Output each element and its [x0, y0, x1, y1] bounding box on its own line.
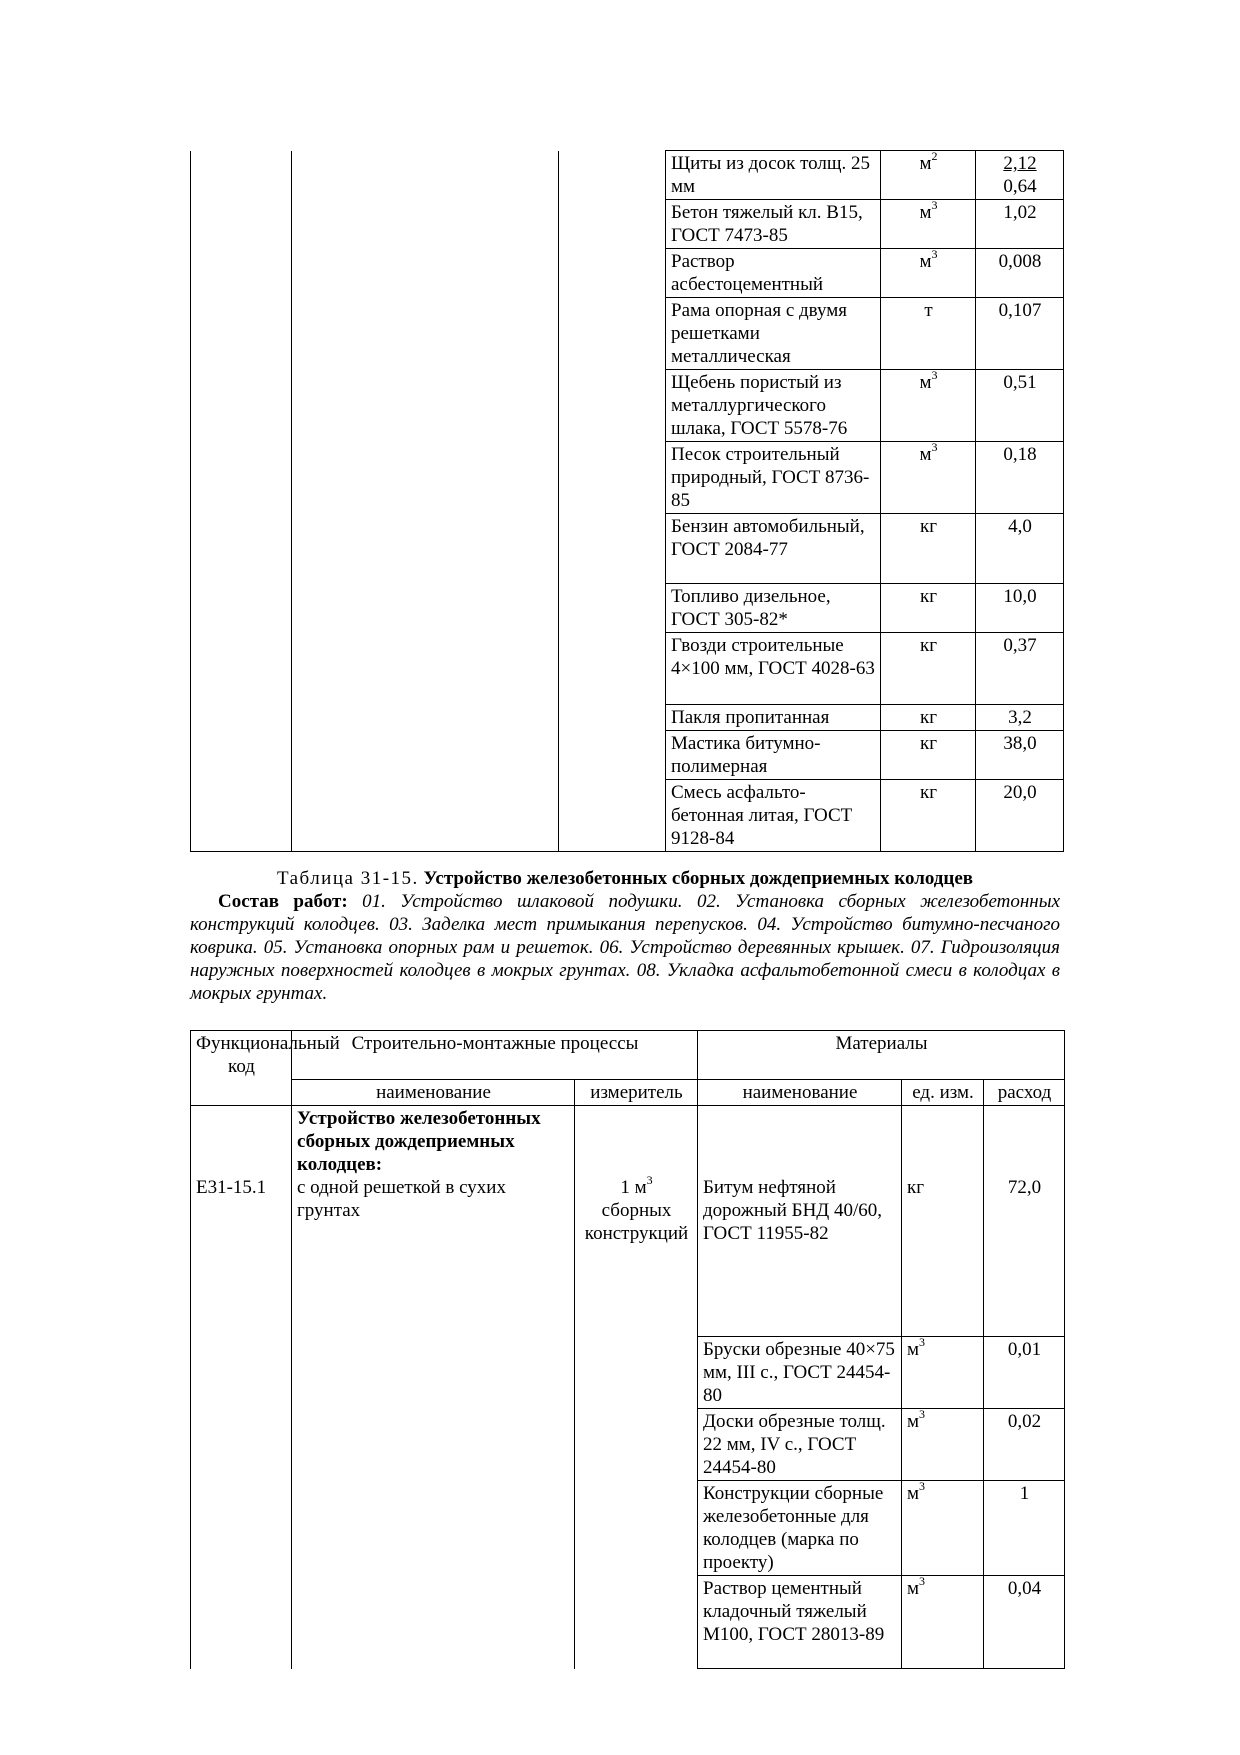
empty-cell — [292, 705, 559, 731]
empty-cell — [191, 1481, 292, 1576]
header-process-name: наименование — [292, 1080, 575, 1106]
empty-cell — [559, 633, 666, 705]
material-unit — [881, 246, 976, 298]
header-code: Функциональный код — [191, 1031, 292, 1106]
empty-cell — [292, 584, 559, 633]
empty-cell — [559, 298, 666, 370]
material-row — [191, 1576, 1065, 1669]
empty-cell — [559, 442, 666, 514]
header-materials: Материалы — [698, 1031, 1065, 1080]
unit-base: м — [907, 1339, 920, 1360]
material-unit — [881, 633, 976, 705]
meter-unit: сборных конструкций — [584, 1200, 689, 1244]
empty-cell — [191, 370, 292, 442]
material-qty: 0,04 — [984, 1576, 1065, 1669]
empty-cell — [191, 151, 292, 200]
empty-cell — [191, 633, 292, 705]
empty-cell — [559, 780, 666, 852]
unit-exponent: 3 — [919, 1573, 926, 1588]
header-row-2 — [191, 1080, 1065, 1106]
header-row-1 — [191, 1031, 1065, 1080]
continuation-table — [190, 150, 1064, 852]
material-row — [191, 442, 1064, 514]
empty-cell — [292, 200, 559, 249]
empty-cell — [559, 514, 666, 584]
material-name: Бензин автомобильный, ГОСТ 2084-77 — [666, 514, 881, 584]
unit-base: м — [919, 372, 932, 393]
material-row — [191, 1481, 1065, 1576]
empty-cell — [191, 298, 292, 370]
material-unit — [881, 514, 976, 584]
work-composition-label: Состав работ: — [218, 891, 348, 912]
unit-base: кг — [919, 707, 938, 728]
material-qty: 0,51 — [976, 370, 1064, 442]
empty-cell — [559, 151, 666, 200]
unit-exponent: 3 — [931, 246, 938, 261]
material-unit — [881, 367, 976, 442]
empty-cell — [292, 151, 559, 200]
material-qty: 0,008 — [976, 249, 1064, 298]
empty-cell — [559, 731, 666, 780]
unit-base: м — [907, 1411, 920, 1432]
empty-cell — [292, 1409, 575, 1481]
material-row — [191, 249, 1064, 298]
table-caption — [190, 867, 1060, 1005]
material-name: Пакля пропитанная — [666, 705, 881, 731]
material-unit — [881, 148, 976, 200]
empty-cell — [559, 249, 666, 298]
unit-base: м — [907, 1483, 920, 1504]
material-name: Песок строительный природный, ГОСТ 8736-85 — [666, 442, 881, 514]
material-row — [191, 584, 1064, 633]
material-unit — [902, 1573, 984, 1669]
empty-cell — [292, 514, 559, 584]
empty-cell — [191, 1576, 292, 1669]
material-unit — [902, 1478, 984, 1576]
empty-cell — [575, 1409, 698, 1481]
process-meter — [575, 1106, 698, 1337]
empty-cell — [191, 249, 292, 298]
unit-exponent: 2 — [931, 148, 938, 163]
unit-exponent: 3 — [931, 197, 938, 212]
empty-cell — [292, 780, 559, 852]
unit-base: кг — [907, 1177, 925, 1198]
material-row — [191, 705, 1064, 731]
empty-cell — [191, 1409, 292, 1481]
empty-cell — [191, 731, 292, 780]
unit-base: м — [919, 153, 932, 174]
empty-cell — [559, 200, 666, 249]
empty-cell — [292, 370, 559, 442]
unit-base: м — [919, 444, 932, 465]
material-qty: 3,2 — [976, 705, 1064, 731]
functional-code: Е31-15.1 — [191, 1106, 292, 1337]
header-process-meter: измеритель — [575, 1080, 698, 1106]
header-material-name: наименование — [698, 1080, 902, 1106]
material-qty: 1,02 — [976, 200, 1064, 249]
material-name: Гвозди строительные 4×100 мм, ГОСТ 4028-63 — [666, 633, 881, 705]
empty-cell — [191, 200, 292, 249]
material-qty: 4,0 — [976, 514, 1064, 584]
meter-base: 1 м — [620, 1177, 647, 1198]
material-name: Доски обрезные толщ. 22 мм, IV с., ГОСТ 24454-80 — [698, 1409, 902, 1481]
empty-cell — [191, 780, 292, 852]
material-qty: 1 — [984, 1481, 1065, 1576]
material-qty: 20,0 — [976, 780, 1064, 852]
empty-cell — [292, 731, 559, 780]
unit-base: кг — [919, 586, 938, 607]
material-qty: 0,107 — [976, 298, 1064, 370]
material-unit — [902, 1106, 984, 1337]
material-unit — [881, 298, 976, 370]
process-name — [292, 1106, 575, 1337]
material-qty: 0,01 — [984, 1337, 1065, 1409]
material-name: Смесь асфальто-бетонная литая, ГОСТ 9128-84 — [666, 780, 881, 852]
header-material-unit: ед. изм. — [902, 1080, 984, 1106]
material-name: Щиты из досок толщ. 25 мм — [666, 151, 881, 200]
empty-cell — [559, 370, 666, 442]
material-row — [191, 1337, 1065, 1409]
material-row — [191, 298, 1064, 370]
meter-exponent: 3 — [646, 1172, 653, 1187]
material-qty: 72,0 — [984, 1106, 1065, 1337]
material-unit — [881, 584, 976, 633]
unit-base: кг — [919, 635, 938, 656]
unit-exponent: 3 — [919, 1406, 926, 1421]
unit-exponent: 3 — [931, 367, 938, 382]
empty-cell — [191, 584, 292, 633]
unit-exponent: 3 — [919, 1478, 926, 1493]
unit-base: кг — [919, 733, 938, 754]
material-qty: 0,18 — [976, 442, 1064, 514]
empty-cell — [292, 298, 559, 370]
process-variant: с одной решеткой в сухих грунтах — [297, 1177, 506, 1221]
header-processes: Строительно-монтажные процессы — [292, 1031, 698, 1080]
material-name: Бетон тяжелый кл. В15, ГОСТ 7473-85 — [666, 200, 881, 249]
empty-cell — [292, 1337, 575, 1409]
empty-cell — [559, 705, 666, 731]
empty-cell — [292, 1576, 575, 1669]
unit-exponent: 3 — [919, 1334, 926, 1349]
empty-cell — [575, 1481, 698, 1576]
material-row — [191, 1409, 1065, 1481]
empty-cell — [292, 249, 559, 298]
material-row — [191, 780, 1064, 852]
meter-amount — [580, 1172, 693, 1199]
unit-base: т — [924, 300, 933, 321]
table-title — [190, 867, 1060, 890]
unit-base: м — [907, 1578, 920, 1599]
empty-cell — [191, 1337, 292, 1409]
qty-numerator: 2,12 — [1003, 153, 1037, 174]
material-row — [191, 151, 1064, 200]
material-row — [191, 1106, 1065, 1337]
material-name: Раствор цементный кладочный тяжелый М100, ГОСТ 28013-89 — [698, 1576, 902, 1669]
material-unit — [881, 439, 976, 514]
material-row — [191, 514, 1064, 584]
material-name: Мастика битумно-полимерная — [666, 731, 881, 780]
unit-base: кг — [919, 782, 938, 803]
empty-cell — [191, 514, 292, 584]
material-row — [191, 370, 1064, 442]
empty-cell — [559, 584, 666, 633]
material-name: Бруски обрезные 40×75 мм, III с., ГОСТ 24454-80 — [698, 1337, 902, 1409]
material-qty: 0,02 — [984, 1409, 1065, 1481]
process-group-title: Устройство железобетонных сборных дождеприемных колодцев: — [297, 1108, 541, 1175]
material-unit — [902, 1334, 984, 1409]
material-name: Конструкции сборные железобетонные для колодцев (марка по проекту) — [698, 1481, 902, 1576]
material-row — [191, 731, 1064, 780]
empty-cell — [191, 705, 292, 731]
material-row — [191, 633, 1064, 705]
empty-cell — [575, 1576, 698, 1669]
material-qty — [976, 151, 1064, 200]
work-composition-text: 01. Устройство шлаковой подушки. 02. Установка сборных железобетонных конструкций колодцев. 03. Заделка мест примыкания перепусков. 04. Устройство битумно-песчаного коврика. 05. Установка опорных рам и решеток. 06. Устройство деревянных крышек. 07. Гидроизоляция наружных поверхностей колодцев в мокрых грунтах. 08. Укладка асфальтобетонной смеси в колодцах в мокрых грунтах. — [190, 891, 1060, 1004]
material-unit — [881, 731, 976, 780]
material-unit — [881, 705, 976, 731]
material-name: Рама опорная с двумя решетками металлическая — [666, 298, 881, 370]
material-name: Щебень пористый из металлургического шлака, ГОСТ 5578-76 — [666, 370, 881, 442]
empty-cell — [292, 442, 559, 514]
empty-cell — [292, 1481, 575, 1576]
material-unit — [902, 1406, 984, 1481]
material-name: Топливо дизельное, ГОСТ 305-82* — [666, 584, 881, 633]
work-composition — [190, 890, 1060, 1005]
material-qty: 38,0 — [976, 731, 1064, 780]
empty-cell — [191, 442, 292, 514]
material-name: Раствор асбестоцементный — [666, 249, 881, 298]
table-number: Таблица 31-15. — [276, 868, 419, 889]
material-unit — [881, 780, 976, 852]
material-name: Битум нефтяной дорожный БНД 40/60, ГОСТ 11955-82 — [698, 1106, 902, 1337]
unit-exponent: 3 — [931, 439, 938, 454]
material-row — [191, 200, 1064, 249]
material-qty: 0,37 — [976, 633, 1064, 705]
empty-cell — [292, 633, 559, 705]
qty-denominator: 0,64 — [1003, 176, 1037, 197]
header-material-qty: расход — [984, 1080, 1065, 1106]
material-qty: 10,0 — [976, 584, 1064, 633]
norms-table — [190, 1030, 1065, 1669]
unit-base: м — [919, 251, 932, 272]
material-unit — [881, 197, 976, 249]
unit-base: кг — [919, 516, 938, 537]
empty-cell — [575, 1337, 698, 1409]
table-title-text: Устройство железобетонных сборных дождеприемных колодцев — [423, 868, 974, 889]
unit-base: м — [919, 202, 932, 223]
